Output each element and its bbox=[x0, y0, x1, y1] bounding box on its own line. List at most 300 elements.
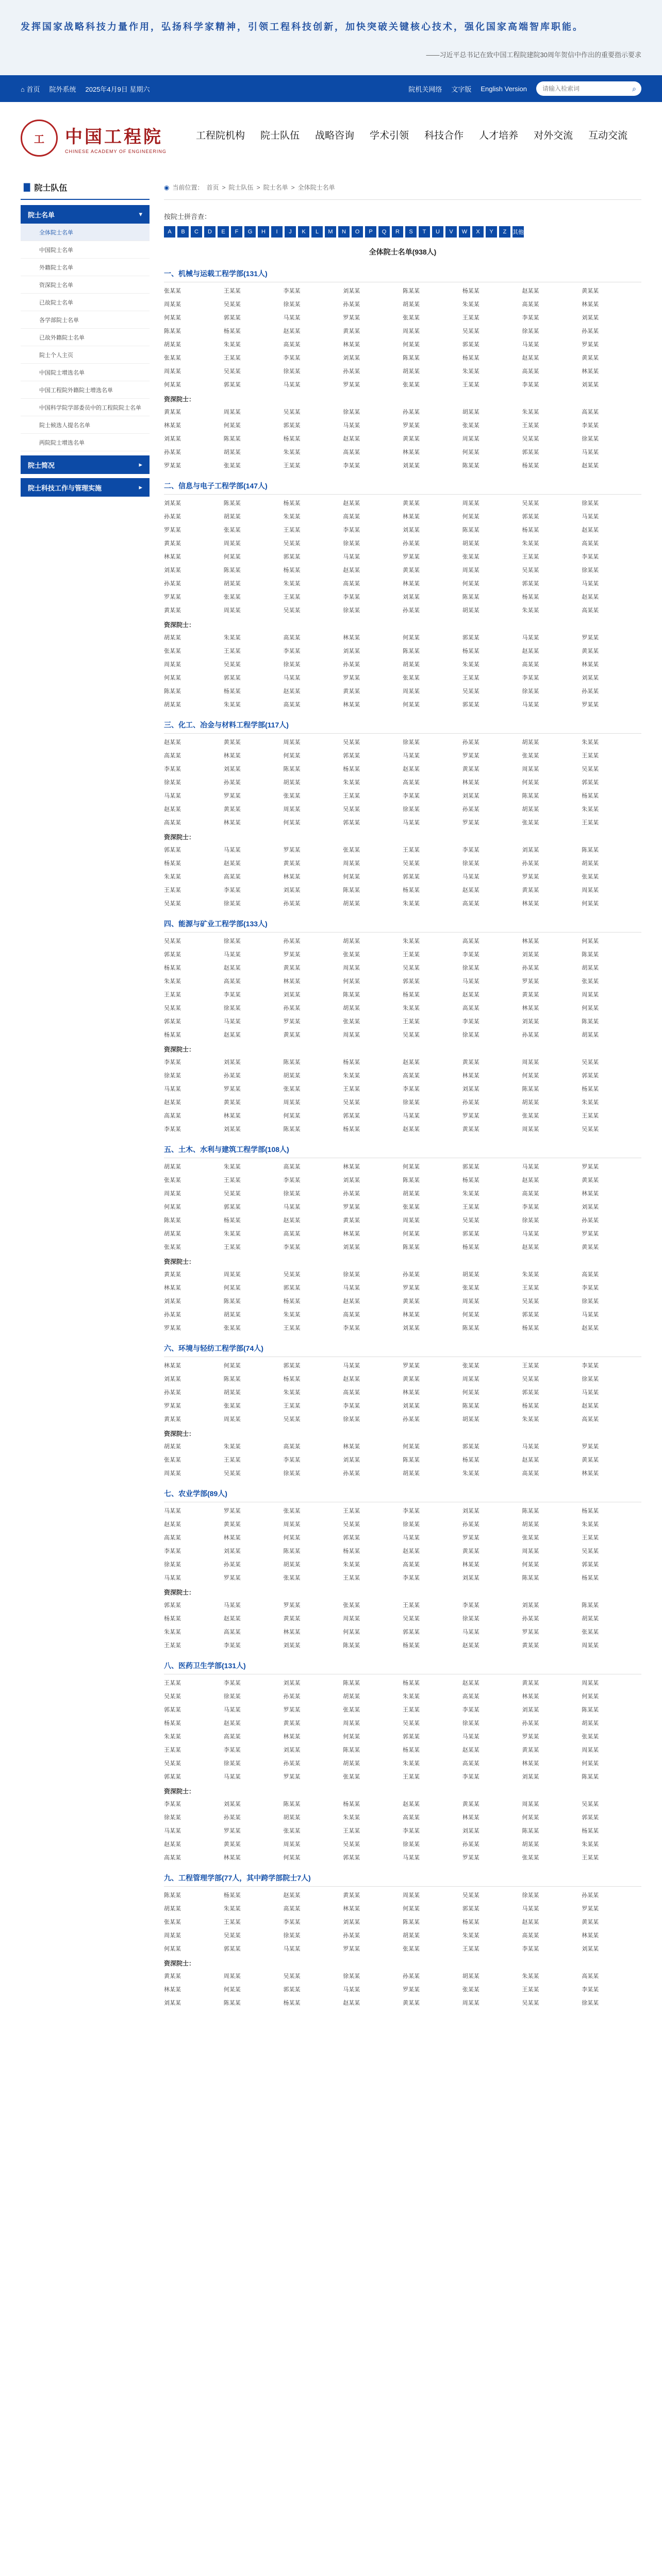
member-name[interactable]: 罗某某 bbox=[582, 635, 599, 641]
member-name[interactable]: 高某某 bbox=[522, 301, 539, 308]
member-name[interactable]: 陈某某 bbox=[164, 688, 181, 694]
member-name[interactable]: 黄某某 bbox=[522, 1642, 539, 1649]
member-name[interactable]: 黄某某 bbox=[403, 2000, 420, 2006]
member-name[interactable]: 张某某 bbox=[522, 1535, 539, 1541]
member-name[interactable]: 罗某某 bbox=[403, 422, 420, 429]
member-name[interactable]: 刘某某 bbox=[522, 1774, 539, 1780]
member-name[interactable]: 罗某某 bbox=[522, 874, 539, 880]
member-name[interactable]: 孙某某 bbox=[343, 1191, 360, 1197]
member-name[interactable]: 马某某 bbox=[223, 1707, 241, 1713]
member-name[interactable]: 郭某某 bbox=[582, 1562, 599, 1568]
member-name[interactable]: 黄某某 bbox=[223, 806, 241, 812]
member-name[interactable]: 林某某 bbox=[462, 1815, 479, 1821]
member-name[interactable]: 刘某某 bbox=[403, 1403, 420, 1409]
member-name[interactable]: 朱某某 bbox=[403, 1005, 420, 1011]
member-name[interactable]: 刘某某 bbox=[164, 500, 181, 506]
member-name[interactable]: 李某某 bbox=[522, 315, 539, 321]
member-name[interactable]: 李某某 bbox=[223, 1680, 241, 1686]
member-name[interactable]: 杨某某 bbox=[283, 1298, 301, 1304]
member-name[interactable]: 何某某 bbox=[582, 1693, 599, 1700]
member-name[interactable]: 郭某某 bbox=[164, 1602, 181, 1608]
member-name[interactable]: 吴某某 bbox=[283, 1272, 301, 1278]
member-name[interactable]: 胡某某 bbox=[522, 1841, 539, 1848]
member-name[interactable]: 周某某 bbox=[343, 1616, 360, 1622]
member-name[interactable]: 陈某某 bbox=[403, 648, 420, 654]
member-name[interactable]: 张某某 bbox=[343, 1774, 360, 1780]
member-name[interactable]: 孙某某 bbox=[164, 1312, 181, 1318]
member-name[interactable]: 胡某某 bbox=[283, 779, 301, 786]
member-name[interactable]: 赵某某 bbox=[462, 1680, 479, 1686]
member-name[interactable]: 赵某某 bbox=[462, 1747, 479, 1753]
member-name[interactable]: 郭某某 bbox=[283, 1987, 301, 1993]
member-name[interactable]: 王某某 bbox=[522, 1987, 539, 1993]
member-name[interactable]: 张某某 bbox=[462, 1285, 479, 1291]
crumb-team[interactable]: 院士队伍 bbox=[228, 184, 254, 191]
member-name[interactable]: 赵某某 bbox=[164, 1099, 181, 1106]
member-name[interactable]: 周某某 bbox=[343, 1032, 360, 1038]
member-name[interactable]: 胡某某 bbox=[462, 409, 479, 415]
topbar-link-0[interactable]: 院机关网络 bbox=[408, 85, 442, 93]
member-name[interactable]: 杨某某 bbox=[283, 567, 301, 573]
member-name[interactable]: 孙某某 bbox=[522, 860, 539, 867]
member-name[interactable]: 胡某某 bbox=[462, 1272, 479, 1278]
member-name[interactable]: 郭某某 bbox=[462, 1231, 479, 1237]
member-name[interactable]: 何某某 bbox=[462, 514, 479, 520]
member-name[interactable]: 罗某某 bbox=[582, 342, 599, 348]
member-name[interactable]: 刘某某 bbox=[582, 675, 599, 681]
member-name[interactable]: 李某某 bbox=[403, 1086, 420, 1092]
member-name[interactable]: 高某某 bbox=[223, 1734, 241, 1740]
member-name[interactable]: 徐某某 bbox=[462, 1032, 479, 1038]
member-name[interactable]: 何某某 bbox=[522, 1815, 539, 1821]
member-name[interactable]: 吴某某 bbox=[164, 901, 181, 907]
member-name[interactable]: 李某某 bbox=[462, 1774, 479, 1780]
member-name[interactable]: 赵某某 bbox=[522, 1457, 539, 1463]
member-name[interactable]: 周某某 bbox=[283, 739, 301, 745]
member-name[interactable]: 林某某 bbox=[164, 1285, 181, 1291]
member-name[interactable]: 林某某 bbox=[522, 1693, 539, 1700]
member-name[interactable]: 马某某 bbox=[582, 1389, 599, 1396]
member-name[interactable]: 何某某 bbox=[582, 1760, 599, 1767]
member-name[interactable]: 杨某某 bbox=[403, 887, 420, 893]
member-name[interactable]: 何某某 bbox=[283, 820, 301, 826]
member-name[interactable]: 林某某 bbox=[343, 1164, 360, 1170]
member-name[interactable]: 何某某 bbox=[223, 554, 241, 560]
member-name[interactable]: 徐某某 bbox=[462, 1616, 479, 1622]
member-name[interactable]: 林某某 bbox=[522, 1760, 539, 1767]
member-name[interactable]: 张某某 bbox=[164, 1457, 181, 1463]
member-name[interactable]: 赵某某 bbox=[343, 436, 360, 442]
member-name[interactable]: 刘某某 bbox=[403, 527, 420, 533]
member-name[interactable]: 周某某 bbox=[462, 1376, 479, 1382]
member-name[interactable]: 吴某某 bbox=[223, 1933, 241, 1939]
member-name[interactable]: 张某某 bbox=[522, 820, 539, 826]
member-name[interactable]: 罗某某 bbox=[403, 1363, 420, 1369]
member-name[interactable]: 刘某某 bbox=[223, 1801, 241, 1807]
member-name[interactable]: 刘某某 bbox=[522, 1707, 539, 1713]
member-name[interactable]: 李某某 bbox=[403, 793, 420, 799]
member-name[interactable]: 黄某某 bbox=[343, 328, 360, 334]
member-name[interactable]: 罗某某 bbox=[164, 527, 181, 533]
member-name[interactable]: 孙某某 bbox=[403, 607, 420, 614]
member-name[interactable]: 郭某某 bbox=[462, 1164, 479, 1170]
nav-item-1[interactable]: 院士队伍 bbox=[260, 130, 300, 141]
member-name[interactable]: 周某某 bbox=[582, 1642, 599, 1649]
sidebar-item-0[interactable]: 全体院士名单 bbox=[21, 224, 150, 241]
member-name[interactable]: 胡某某 bbox=[164, 342, 181, 348]
member-name[interactable]: 马某某 bbox=[164, 1828, 181, 1834]
member-name[interactable]: 陈某某 bbox=[522, 793, 539, 799]
member-name[interactable]: 杨某某 bbox=[582, 793, 599, 799]
member-name[interactable]: 罗某某 bbox=[462, 1113, 479, 1119]
letter-button-P[interactable]: P bbox=[365, 226, 376, 238]
member-name[interactable]: 黄某某 bbox=[582, 1244, 599, 1250]
member-name[interactable]: 高某某 bbox=[582, 1416, 599, 1422]
member-name[interactable]: 罗某某 bbox=[223, 1828, 241, 1834]
member-name[interactable]: 赵某某 bbox=[283, 688, 301, 694]
member-name[interactable]: 高某某 bbox=[522, 1191, 539, 1197]
member-name[interactable]: 刘某某 bbox=[223, 1126, 241, 1132]
member-name[interactable]: 林某某 bbox=[582, 662, 599, 668]
member-name[interactable]: 王某某 bbox=[522, 554, 539, 560]
member-name[interactable]: 陈某某 bbox=[582, 1774, 599, 1780]
member-name[interactable]: 吴某某 bbox=[403, 1720, 420, 1726]
member-name[interactable]: 林某某 bbox=[403, 514, 420, 520]
member-name[interactable]: 孙某某 bbox=[164, 449, 181, 455]
sidebar-section-roster[interactable]: 院士名单 ▾ bbox=[21, 205, 150, 224]
member-name[interactable]: 孙某某 bbox=[283, 1005, 301, 1011]
member-name[interactable]: 徐某某 bbox=[283, 1933, 301, 1939]
sidebar-item-12[interactable]: 两院院士增选名单 bbox=[21, 434, 150, 451]
member-name[interactable]: 马某某 bbox=[343, 422, 360, 429]
member-name[interactable]: 刘某某 bbox=[164, 567, 181, 573]
member-name[interactable]: 林某某 bbox=[582, 301, 599, 308]
member-name[interactable]: 林某某 bbox=[343, 635, 360, 641]
member-name[interactable]: 周某某 bbox=[403, 688, 420, 694]
sidebar-item-10[interactable]: 中国科学院学部委员中的工程院院士名单 bbox=[21, 399, 150, 416]
member-name[interactable]: 何某某 bbox=[403, 1164, 420, 1170]
member-name[interactable]: 罗某某 bbox=[462, 820, 479, 826]
member-name[interactable]: 赵某某 bbox=[522, 1919, 539, 1925]
member-name[interactable]: 杨某某 bbox=[164, 1616, 181, 1622]
member-name[interactable]: 马某某 bbox=[223, 847, 241, 853]
member-name[interactable]: 陈某某 bbox=[343, 887, 360, 893]
member-name[interactable]: 胡某某 bbox=[522, 739, 539, 745]
member-name[interactable]: 林某某 bbox=[283, 874, 301, 880]
member-name[interactable]: 高某某 bbox=[462, 1005, 479, 1011]
member-name[interactable]: 高某某 bbox=[164, 1535, 181, 1541]
member-name[interactable]: 罗某某 bbox=[522, 1734, 539, 1740]
member-name[interactable]: 马某某 bbox=[223, 1602, 241, 1608]
member-name[interactable]: 刘某某 bbox=[403, 594, 420, 600]
topbar-link-1[interactable]: 文字版 bbox=[451, 85, 472, 93]
member-name[interactable]: 徐某某 bbox=[343, 1973, 360, 1979]
member-name[interactable]: 李某某 bbox=[343, 527, 360, 533]
member-name[interactable]: 胡某某 bbox=[462, 1973, 479, 1979]
member-name[interactable]: 吴某某 bbox=[522, 1376, 539, 1382]
member-name[interactable]: 马某某 bbox=[462, 1629, 479, 1635]
member-name[interactable]: 刘某某 bbox=[164, 1298, 181, 1304]
member-name[interactable]: 胡某某 bbox=[223, 449, 241, 455]
member-name[interactable]: 黄某某 bbox=[223, 1521, 241, 1528]
member-name[interactable]: 黄某某 bbox=[223, 739, 241, 745]
member-name[interactable]: 马某某 bbox=[283, 1204, 301, 1210]
member-name[interactable]: 赵某某 bbox=[462, 992, 479, 998]
member-name[interactable]: 杨某某 bbox=[223, 1217, 241, 1224]
member-name[interactable]: 杨某某 bbox=[522, 527, 539, 533]
member-name[interactable]: 朱某某 bbox=[522, 1973, 539, 1979]
member-name[interactable]: 王某某 bbox=[223, 1177, 241, 1183]
member-name[interactable]: 周某某 bbox=[462, 2000, 479, 2006]
member-name[interactable]: 徐某某 bbox=[403, 739, 420, 745]
member-name[interactable]: 林某某 bbox=[164, 1987, 181, 1993]
member-name[interactable]: 徐某某 bbox=[343, 540, 360, 547]
member-name[interactable]: 罗某某 bbox=[283, 1602, 301, 1608]
member-name[interactable]: 李某某 bbox=[164, 766, 181, 772]
member-name[interactable]: 王某某 bbox=[343, 1086, 360, 1092]
member-name[interactable]: 孙某某 bbox=[462, 1521, 479, 1528]
member-name[interactable]: 张某某 bbox=[403, 315, 420, 321]
member-name[interactable]: 高某某 bbox=[164, 1855, 181, 1861]
member-name[interactable]: 高某某 bbox=[283, 1231, 301, 1237]
member-name[interactable]: 刘某某 bbox=[343, 1244, 360, 1250]
member-name[interactable]: 周某某 bbox=[522, 766, 539, 772]
member-name[interactable]: 何某某 bbox=[223, 1285, 241, 1291]
letter-button-O[interactable]: O bbox=[352, 226, 363, 238]
member-name[interactable]: 赵某某 bbox=[522, 288, 539, 294]
member-name[interactable]: 林某某 bbox=[343, 342, 360, 348]
member-name[interactable]: 李某某 bbox=[403, 1575, 420, 1581]
member-name[interactable]: 黄某某 bbox=[164, 1272, 181, 1278]
member-name[interactable]: 李某某 bbox=[283, 355, 301, 361]
member-name[interactable]: 何某某 bbox=[164, 382, 181, 388]
member-name[interactable]: 林某某 bbox=[462, 1562, 479, 1568]
member-name[interactable]: 李某某 bbox=[164, 1059, 181, 1065]
member-name[interactable]: 赵某某 bbox=[522, 1177, 539, 1183]
member-name[interactable]: 黄某某 bbox=[283, 965, 301, 971]
member-name[interactable]: 王某某 bbox=[403, 952, 420, 958]
member-name[interactable]: 高某某 bbox=[522, 1470, 539, 1477]
topbar-link-2[interactable]: English Version bbox=[481, 84, 527, 93]
member-name[interactable]: 朱某某 bbox=[403, 938, 420, 944]
member-name[interactable]: 周某某 bbox=[582, 992, 599, 998]
member-name[interactable]: 高某某 bbox=[582, 1973, 599, 1979]
member-name[interactable]: 何某某 bbox=[522, 779, 539, 786]
member-name[interactable]: 吴某某 bbox=[283, 1416, 301, 1422]
member-name[interactable]: 张某某 bbox=[522, 753, 539, 759]
member-name[interactable]: 徐某某 bbox=[283, 1191, 301, 1197]
member-name[interactable]: 林某某 bbox=[283, 978, 301, 985]
letter-button-U[interactable]: U bbox=[432, 226, 443, 238]
member-name[interactable]: 杨某某 bbox=[403, 992, 420, 998]
member-name[interactable]: 徐某某 bbox=[164, 779, 181, 786]
member-name[interactable]: 徐某某 bbox=[223, 1005, 241, 1011]
member-name[interactable]: 徐某某 bbox=[223, 1760, 241, 1767]
member-name[interactable]: 赵某某 bbox=[403, 1126, 420, 1132]
member-name[interactable]: 马某某 bbox=[164, 1575, 181, 1581]
member-name[interactable]: 胡某某 bbox=[164, 635, 181, 641]
member-name[interactable]: 徐某某 bbox=[582, 1376, 599, 1382]
member-name[interactable]: 罗某某 bbox=[522, 978, 539, 985]
member-name[interactable]: 吴某某 bbox=[403, 1032, 420, 1038]
member-name[interactable]: 吴某某 bbox=[522, 1298, 539, 1304]
member-name[interactable]: 刘某某 bbox=[582, 315, 599, 321]
member-name[interactable]: 罗某某 bbox=[582, 1164, 599, 1170]
letter-button-A[interactable]: A bbox=[164, 226, 175, 238]
member-name[interactable]: 马某某 bbox=[343, 1285, 360, 1291]
member-name[interactable]: 胡某某 bbox=[522, 1521, 539, 1528]
member-name[interactable]: 高某某 bbox=[403, 1073, 420, 1079]
member-name[interactable]: 刘某某 bbox=[164, 2000, 181, 2006]
member-name[interactable]: 刘某某 bbox=[343, 355, 360, 361]
member-name[interactable]: 胡某某 bbox=[164, 702, 181, 708]
member-name[interactable]: 杨某某 bbox=[582, 1086, 599, 1092]
member-name[interactable]: 高某某 bbox=[403, 779, 420, 786]
member-name[interactable]: 吴某某 bbox=[522, 436, 539, 442]
member-name[interactable]: 赵某某 bbox=[522, 1244, 539, 1250]
nav-item-0[interactable]: 工程院机构 bbox=[196, 130, 245, 141]
member-name[interactable]: 王某某 bbox=[343, 1575, 360, 1581]
member-name[interactable]: 陈某某 bbox=[164, 1217, 181, 1224]
member-name[interactable]: 周某某 bbox=[164, 368, 181, 375]
member-name[interactable]: 罗某某 bbox=[582, 1906, 599, 1912]
member-name[interactable]: 胡某某 bbox=[223, 514, 241, 520]
member-name[interactable]: 朱某某 bbox=[582, 1841, 599, 1848]
member-name[interactable]: 郭某某 bbox=[462, 635, 479, 641]
sidebar-section-work[interactable]: 院士科技工作与管理实施 ▸ bbox=[21, 478, 150, 497]
member-name[interactable]: 刘某某 bbox=[283, 992, 301, 998]
member-name[interactable]: 张某某 bbox=[343, 1019, 360, 1025]
member-name[interactable]: 高某某 bbox=[343, 1312, 360, 1318]
member-name[interactable]: 王某某 bbox=[283, 1325, 301, 1331]
member-name[interactable]: 张某某 bbox=[283, 1575, 301, 1581]
member-name[interactable]: 周某某 bbox=[582, 1747, 599, 1753]
member-name[interactable]: 何某某 bbox=[403, 342, 420, 348]
sidebar-item-7[interactable]: 院士个人主页 bbox=[21, 346, 150, 364]
member-name[interactable]: 罗某某 bbox=[283, 847, 301, 853]
member-name[interactable]: 吴某某 bbox=[343, 806, 360, 812]
member-name[interactable]: 林某某 bbox=[522, 1005, 539, 1011]
member-name[interactable]: 孙某某 bbox=[343, 1933, 360, 1939]
member-name[interactable]: 张某某 bbox=[582, 1734, 599, 1740]
sidebar-item-4[interactable]: 已故院士名单 bbox=[21, 294, 150, 311]
member-name[interactable]: 李某某 bbox=[462, 1019, 479, 1025]
member-name[interactable]: 赵某某 bbox=[223, 860, 241, 867]
member-name[interactable]: 陈某某 bbox=[582, 1707, 599, 1713]
member-name[interactable]: 周某某 bbox=[164, 1470, 181, 1477]
member-name[interactable]: 李某某 bbox=[462, 1707, 479, 1713]
member-name[interactable]: 罗某某 bbox=[343, 315, 360, 321]
member-name[interactable]: 朱某某 bbox=[462, 301, 479, 308]
member-name[interactable]: 朱某某 bbox=[223, 635, 241, 641]
member-name[interactable]: 高某某 bbox=[462, 938, 479, 944]
member-name[interactable]: 胡某某 bbox=[343, 1693, 360, 1700]
member-name[interactable]: 张某某 bbox=[462, 422, 479, 429]
member-name[interactable]: 朱某某 bbox=[164, 1629, 181, 1635]
member-name[interactable]: 林某某 bbox=[343, 702, 360, 708]
letter-button-Q[interactable]: Q bbox=[378, 226, 390, 238]
member-name[interactable]: 杨某某 bbox=[582, 1828, 599, 1834]
member-name[interactable]: 张某某 bbox=[223, 463, 241, 469]
nav-item-2[interactable]: 战略咨询 bbox=[315, 130, 355, 141]
member-name[interactable]: 马某某 bbox=[582, 1312, 599, 1318]
member-name[interactable]: 吴某某 bbox=[223, 1191, 241, 1197]
member-name[interactable]: 胡某某 bbox=[403, 301, 420, 308]
member-name[interactable]: 马某某 bbox=[403, 753, 420, 759]
member-name[interactable]: 黄某某 bbox=[283, 1616, 301, 1622]
member-name[interactable]: 赵某某 bbox=[283, 1217, 301, 1224]
member-name[interactable]: 陈某某 bbox=[403, 288, 420, 294]
member-name[interactable]: 吴某某 bbox=[343, 1841, 360, 1848]
member-name[interactable]: 周某某 bbox=[223, 409, 241, 415]
member-name[interactable]: 林某某 bbox=[343, 1444, 360, 1450]
member-name[interactable]: 陈某某 bbox=[522, 1508, 539, 1514]
member-name[interactable]: 朱某某 bbox=[403, 901, 420, 907]
member-name[interactable]: 孙某某 bbox=[403, 1416, 420, 1422]
member-name[interactable]: 何某某 bbox=[582, 901, 599, 907]
member-name[interactable]: 杨某某 bbox=[283, 500, 301, 506]
member-name[interactable]: 何某某 bbox=[223, 422, 241, 429]
member-name[interactable]: 马某某 bbox=[582, 581, 599, 587]
member-name[interactable]: 王某某 bbox=[164, 887, 181, 893]
member-name[interactable]: 郭某某 bbox=[403, 978, 420, 985]
member-name[interactable]: 赵某某 bbox=[582, 594, 599, 600]
member-name[interactable]: 郭某某 bbox=[164, 1774, 181, 1780]
member-name[interactable]: 王某某 bbox=[522, 1285, 539, 1291]
member-name[interactable]: 罗某某 bbox=[582, 702, 599, 708]
member-name[interactable]: 罗某某 bbox=[582, 1444, 599, 1450]
member-name[interactable]: 周某某 bbox=[462, 1298, 479, 1304]
member-name[interactable]: 赵某某 bbox=[403, 1801, 420, 1807]
member-name[interactable]: 黄某某 bbox=[164, 1416, 181, 1422]
member-name[interactable]: 刘某某 bbox=[462, 1828, 479, 1834]
member-name[interactable]: 王某某 bbox=[403, 1602, 420, 1608]
member-name[interactable]: 周某某 bbox=[164, 1933, 181, 1939]
member-name[interactable]: 郭某某 bbox=[403, 1629, 420, 1635]
member-name[interactable]: 吴某某 bbox=[462, 1892, 479, 1899]
member-name[interactable]: 赵某某 bbox=[343, 1298, 360, 1304]
member-name[interactable]: 郭某某 bbox=[582, 1815, 599, 1821]
member-name[interactable]: 胡某某 bbox=[522, 1099, 539, 1106]
member-name[interactable]: 徐某某 bbox=[403, 1841, 420, 1848]
member-name[interactable]: 高某某 bbox=[403, 1562, 420, 1568]
member-name[interactable]: 郭某某 bbox=[343, 1535, 360, 1541]
member-name[interactable]: 杨某某 bbox=[223, 1892, 241, 1899]
member-name[interactable]: 张某某 bbox=[343, 952, 360, 958]
member-name[interactable]: 王某某 bbox=[223, 288, 241, 294]
member-name[interactable]: 周某某 bbox=[462, 567, 479, 573]
search-icon[interactable]: ⌕ bbox=[632, 84, 636, 93]
member-name[interactable]: 林某某 bbox=[582, 1191, 599, 1197]
member-name[interactable]: 孙某某 bbox=[223, 1073, 241, 1079]
member-name[interactable]: 徐某某 bbox=[283, 368, 301, 375]
member-name[interactable]: 吴某某 bbox=[582, 1548, 599, 1554]
member-name[interactable]: 林某某 bbox=[462, 779, 479, 786]
letter-button-R[interactable]: R bbox=[392, 226, 403, 238]
member-name[interactable]: 马某某 bbox=[283, 382, 301, 388]
member-name[interactable]: 张某某 bbox=[164, 288, 181, 294]
member-name[interactable]: 周某某 bbox=[522, 1801, 539, 1807]
member-name[interactable]: 林某某 bbox=[403, 1312, 420, 1318]
member-name[interactable]: 林某某 bbox=[403, 581, 420, 587]
member-name[interactable]: 吴某某 bbox=[343, 1521, 360, 1528]
member-name[interactable]: 朱某某 bbox=[462, 1191, 479, 1197]
member-name[interactable]: 吴某某 bbox=[343, 739, 360, 745]
member-name[interactable]: 罗某某 bbox=[164, 463, 181, 469]
member-name[interactable]: 朱某某 bbox=[283, 514, 301, 520]
member-name[interactable]: 赵某某 bbox=[343, 1376, 360, 1382]
member-name[interactable]: 周某某 bbox=[164, 301, 181, 308]
